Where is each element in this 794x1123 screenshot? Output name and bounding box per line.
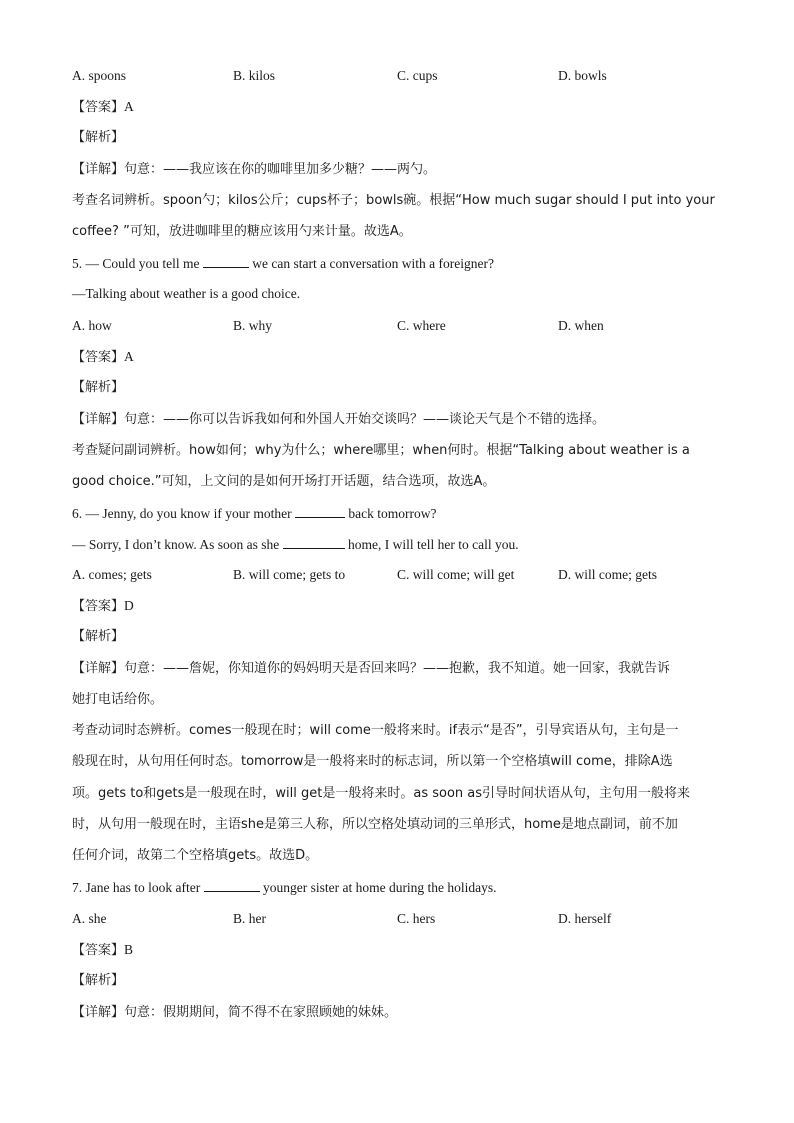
q5-option-b: B. why bbox=[233, 318, 273, 333]
q6-stem-end: back tomorrow? bbox=[348, 506, 437, 521]
q7-blank bbox=[204, 878, 260, 892]
q4-option-a: A. spoons bbox=[72, 68, 127, 83]
q5-reply: —Talking about weather is a good choice. bbox=[72, 286, 301, 301]
detail-text: 句意：——詹妮，你知道你的妈妈明天是否回来吗？——抱歉，我不知道。她一回家，我就告诉 bbox=[124, 661, 671, 676]
q5-explanation-line-2: good choice.”可知，上文问的是如何开场打开话题，结合选项，故选A。 bbox=[72, 474, 496, 489]
q5-stem bbox=[72, 254, 494, 273]
q7-stem bbox=[72, 878, 497, 897]
detail-tag: 【详解】 bbox=[72, 1005, 125, 1020]
q6-detail-line-1 bbox=[72, 659, 670, 678]
q5-blank bbox=[203, 254, 249, 268]
detail-text: 句意：假期期间，简不得不在家照顾她的妹妹。 bbox=[124, 1005, 398, 1020]
q6-answer bbox=[72, 597, 134, 616]
answer-tag: 【答案】 bbox=[72, 100, 125, 115]
answer-value: A bbox=[124, 349, 134, 364]
answer-value: D bbox=[124, 598, 134, 613]
q5-stem-end: we can start a conversation with a foreigner? bbox=[252, 256, 495, 271]
q4-answer bbox=[72, 98, 134, 117]
q5-stem-start: 5. — Could you tell me bbox=[72, 256, 200, 271]
q4-option-c: C. cups bbox=[397, 68, 438, 83]
q6-options bbox=[72, 566, 732, 584]
q5-detail bbox=[72, 410, 605, 429]
q4-option-b: B. kilos bbox=[233, 68, 276, 83]
q5-option-c: C. where bbox=[397, 318, 446, 333]
q4-option-d: D. bowls bbox=[558, 68, 607, 83]
detail-tag: 【详解】 bbox=[72, 162, 125, 177]
q5-option-d: D. when bbox=[558, 318, 604, 333]
q4-analysis-tag: 【解析】 bbox=[72, 130, 125, 145]
q5-option-a: A. how bbox=[72, 318, 112, 333]
q7-answer bbox=[72, 941, 133, 960]
q6-explanation-line-4: 时，从句用一般现在时，主语she是第三人称，所以空格处填动词的三单形式，home是地点副词，前不加 bbox=[72, 817, 678, 832]
q6-stem-start: 6. — Jenny, do you know if your mother bbox=[72, 506, 292, 521]
q6-reply-end: home, I will tell her to call you. bbox=[348, 537, 519, 552]
detail-text: 句意：——我应该在你的咖啡里加多少糖？——两勺。 bbox=[124, 162, 437, 177]
q6-stem bbox=[72, 504, 436, 523]
q5-explanation-line-1: 考查疑问副词辨析。how如何；why为什么；where哪里；when何时。根据“Talking about weather is a bbox=[72, 443, 690, 458]
q6-explanation-line-1: 考查动词时态辨析。comes一般现在时；will come一般将来时。if表示“是否”，引导宾语从句，主句是一 bbox=[72, 723, 679, 738]
q7-option-d: D. herself bbox=[558, 911, 612, 926]
q7-stem-start: 7. Jane has to look after bbox=[72, 880, 201, 895]
q6-detail-line-2: 她打电话给你。 bbox=[72, 692, 164, 707]
q6-option-c: C. will come; will get bbox=[397, 567, 515, 582]
answer-tag: 【答案】 bbox=[72, 350, 125, 365]
q6-option-d: D. will come; gets bbox=[558, 567, 657, 582]
q6-explanation-line-3: 项。gets to和gets是一般现在时，will get是一般将来时。as soon as引导时间状语从句，主句用一般将来 bbox=[72, 786, 691, 801]
q6-analysis-tag: 【解析】 bbox=[72, 629, 125, 644]
q6-option-a: A. comes; gets bbox=[72, 567, 152, 582]
detail-tag: 【详解】 bbox=[72, 412, 125, 427]
q5-analysis-tag: 【解析】 bbox=[72, 380, 125, 395]
q7-stem-end: younger sister at home during the holidays. bbox=[262, 880, 497, 895]
q7-option-b: B. her bbox=[233, 911, 266, 926]
q7-detail bbox=[72, 1003, 397, 1022]
q4-detail bbox=[72, 160, 436, 179]
q6-option-b: B. will come; gets to bbox=[233, 567, 346, 582]
q5-options bbox=[72, 317, 732, 335]
q7-analysis-tag: 【解析】 bbox=[72, 973, 125, 988]
q4-explanation-line-1: 考查名词辨析。spoon勺；kilos公斤；cups杯子；bowls碗。根据“How much sugar should I put into your bbox=[72, 193, 715, 208]
answer-value: B bbox=[124, 942, 134, 957]
q4-options bbox=[72, 67, 732, 85]
q6-explanation-line-2: 般现在时，从句用任何时态。tomorrow是一般将来时的标志词，所以第一个空格填will come，排除A选 bbox=[72, 754, 673, 769]
q7-option-a: A. she bbox=[72, 911, 107, 926]
q6-blank-1 bbox=[295, 504, 345, 518]
answer-tag: 【答案】 bbox=[72, 943, 125, 958]
detail-text: 句意：——你可以告诉我如何和外国人开始交谈吗？——谈论天气是个不错的选择。 bbox=[124, 412, 606, 427]
q6-explanation-line-5: 任何介词，故第二个空格填gets。故选D。 bbox=[72, 848, 319, 863]
detail-tag: 【详解】 bbox=[72, 661, 125, 676]
q4-explanation-line-2: coffee? ”可知，放进咖啡里的糖应该用勺来计量。故选A。 bbox=[72, 224, 412, 239]
q6-reply-start: — Sorry, I don’t know. As soon as she bbox=[72, 537, 280, 552]
q7-options bbox=[72, 910, 732, 928]
q5-answer bbox=[72, 348, 134, 367]
q7-option-c: C. hers bbox=[397, 911, 436, 926]
answer-value: A bbox=[124, 99, 134, 114]
answer-tag: 【答案】 bbox=[72, 599, 125, 614]
q6-reply bbox=[72, 535, 519, 554]
q6-blank-2 bbox=[283, 535, 345, 549]
